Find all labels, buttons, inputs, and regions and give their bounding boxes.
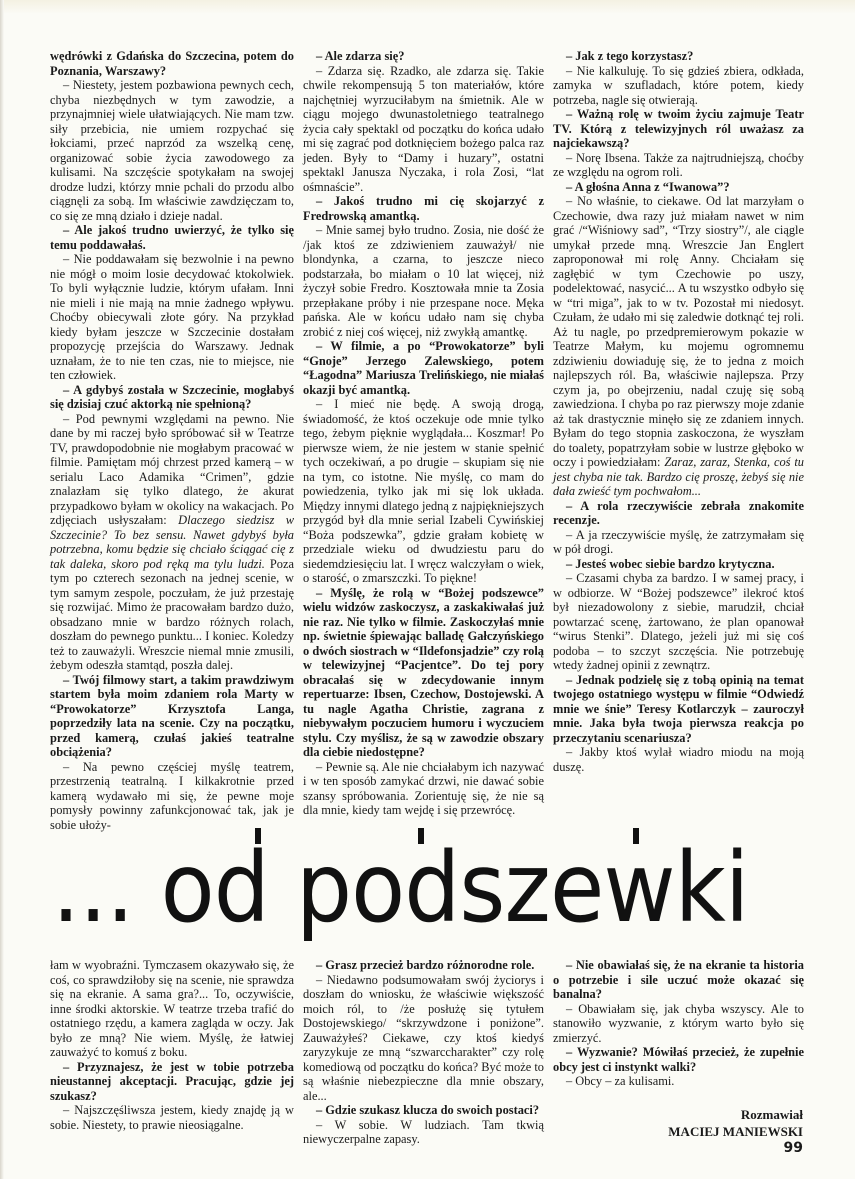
paragraph-text: – Jak z tego korzystasz? (566, 49, 694, 63)
column-1-lower (50, 958, 294, 1132)
paragraph-text: – Ale jakoś trudno uwierzyć, że tylko się temu poddawałaś. (50, 223, 294, 252)
paragraph-text: – Ale zdarza się? (316, 49, 405, 63)
paragraph-text: – Wyzwanie? Mówiłaś przecież, że zupełnie obcy jest ci instynkt walki? (553, 1045, 804, 1074)
interview-question (553, 673, 804, 746)
paragraph-text: – Jesteś wobec siebie bardzo krytyczna. (566, 556, 775, 571)
paragraph-text: – Nie obawiałaś się, że na ekranie ta historia o potrzebie i sile uczuć może okazać się banalna? (553, 958, 804, 1001)
interview-answer (553, 571, 804, 673)
interview-question (303, 194, 544, 223)
paragraph-text: – Jednak podzielę się z tobą opinią na temat twojego ostatniego występu w filmie “Odwiedź mnie we śnie” Teresy Kotlarczyk – zauroczył mnie. Jaka była twoja pierwsza reakcja po przeczytaniu scenariusza? (553, 672, 804, 745)
paragraph-text: – A gdybyś została w Szczecinie, mogłabyś się dzisiaj czuć aktorką nie spełnioną? (50, 382, 294, 411)
interview-question (50, 383, 294, 412)
paragraph-text: – Niestety, jestem pozbawiona pewnych cech, chyba niezbędnych w tym zawodzie, a przynajmniej wiele ułatwiających. Nie mam tzw. siły przebicia, nie umiem rozpychać się łokciami, przeć naprzód za wszelką cenę, organizować sobie życia zawodowego za kulisami. Na szczęście spotykałam na swojej drodze ludzi, którzy mnie pchali do przodu albo ciągnęli za sobą. Im właściwie zawdzięczam to, co się ze mną działo i dzieje nadal. (50, 78, 294, 223)
column-1-upper (50, 49, 294, 832)
interview-answer (50, 958, 294, 1060)
paragraph-text: – Nie poddawałam się bezwolnie i na pewno nie mógł o moim losie decydować ktokolwiek. To byli wyłącznie ludzie, którym ufałam. Inni nie mieli i nie mają na mnie żadnego wpływu. Choćby obiecywali złote góry. Na przykład kiedy byłam jeszcze w Szczecinie dostałam propozycję przejścia do Warszawy. Jednak uznałam, że to nie ten czas, nie to miejsce, nie ten człowiek. (50, 252, 294, 382)
interview-answer (303, 973, 544, 1104)
interview-answer (553, 745, 804, 774)
interview-answer (303, 64, 544, 195)
interview-question (553, 1045, 804, 1074)
interview-answer (50, 1103, 294, 1132)
paragraph-text: – Obawiałam się, jak chyba wszyscy. Ale to stanowiło wyzwanie, z którym warto było się zmierzyć. (553, 1001, 804, 1045)
paragraph-text: – Nie kalkuluję. To się gdzieś zbiera, odkłada, zamyka w szufladach, które potem, kiedy potrzeba, nagle się otwierają. (553, 63, 804, 107)
interview-answer (553, 151, 804, 180)
page-number: 99 (783, 1140, 803, 1156)
paragraph-text: – W filmie, a po “Prowokatorze” byli “Gnoje” Jerzego Zalewskiego, potem “Łagodna” Mariusza Trelińskiego, nie miałaś okazji być amantką. (303, 339, 544, 397)
interview-answer (50, 760, 294, 833)
paragraph-text: – A głośna Anna z “Iwanowa”? (566, 179, 730, 194)
paragraph-text: – Gdzie szukasz klucza do swoich postaci? (316, 1103, 540, 1117)
interview-question (303, 958, 544, 973)
column-2-upper (303, 49, 544, 818)
interview-question (553, 49, 804, 64)
paragraph-text: – Obcy – za kulisami. (566, 1074, 675, 1088)
paragraph-text: – Jakoś trudno mi cię skojarzyć z Fredrowską amantką. (303, 194, 544, 223)
paragraph-text: – Najszczęśliwsza jestem, kiedy znajdę ją w sobie. Niestety, to prawie nieosiągalne. (50, 1103, 294, 1132)
paragraph-text: – Norę Ibsena. Także za najtrudniejszą, choćby ze względu na ogrom roli. (553, 150, 804, 179)
quoted-speech: Dlaczego siedzisz w Szczecinie? To bez sensu. Nawet gdybyś była potrzebna, komu będzie się chciało ściągać cię z tak daleka, skoro pod ręką ma tylu ludzi. (50, 513, 294, 571)
interview-answer (553, 1002, 804, 1046)
paragraph-text: – Jakby ktoś wylał wiadro miodu na moją duszę. (553, 745, 804, 774)
page-top-edge (0, 0, 855, 14)
paragraph-text: wędrówki z Gdańska do Szczecina, potem do Poznania, Warszawy? (50, 49, 294, 78)
column-3-lower (553, 958, 804, 1089)
paragraph-text: – A ja rzeczywiście myślę, że zatrzymałam się w pół drogi. (553, 527, 804, 556)
interview-answer (553, 1074, 804, 1089)
paragraph-text: – Przyznajesz, że jest w tobie potrzeba nieustannej akceptacji. Pracując, gdzie jej szukasz? (50, 1059, 294, 1103)
interview-question (553, 499, 804, 528)
interview-answer (303, 397, 544, 586)
paragraph-text: – Mnie samej było trudno. Zosia, nie dość że /jak ktoś ze zdziwieniem zauważył/ nie blondynka, a czarna, to jeszcze nieco podstarzała, bo miałam o 10 lat więcej, niż życzył sobie Fredro. Kosztowała mnie ta Zosia przepłakane próby i nie przespane noce. Męka pańska. Ale w końcu udało nam się chyba zrobić z niej coś więcej, niż zwykłą amantkę. (303, 223, 544, 339)
interview-answer (303, 223, 544, 339)
interview-question (303, 49, 544, 64)
paragraph-text: – Na pewno częściej myślę teatrem, przestrzenią teatralną. I kilkakrotnie przed kamerą wydawało mi się, że pewne moje pomysły powinny zafunkcjonować tak, jak je sobie ułoży- (50, 759, 294, 832)
paragraph-text: – Niedawno podsumowałam swój życiorys i doszłam do wniosku, że właściwie większość moich ról, to /że posłużę się tytułem Dostojewskiego/ “skrzywdzone i poniżone”. Zauważyłeś? Ciekawe, czy ktoś kiedyś zaryzykuje ze mną “szwarccharakter” czy rolę komediową od początku do końca? Być może to są właśnie niebezpieczne dla mnie obszary, ale... (303, 972, 544, 1103)
paragraph-text: łam w wyobraźni. Tymczasem okazywało się, że coś, co sprawdziłoby się na scenie, nie sprawdza się na ekranie. A sama gra?... To, oczywiście, inne środki aktorskie. W teatrze trzeba trafić do ostatniego rzędu, a kamera zagląda w oczy. Jak było ze mną? Nie wiem. Myślę, że łatwiej zauważyć to komuś z boku. (50, 958, 294, 1059)
interview-question (553, 180, 804, 195)
interview-question (553, 958, 804, 1002)
interview-question (303, 339, 544, 397)
interview-question (50, 673, 294, 760)
paragraph-text: – I mieć nie będę. A swoją drogą, świadomość, że ktoś oczekuje ode mnie tylko tego, żebym pięknie wyglądała... Koszmar! Po pierwsze wiem, że nie jestem w stanie spełnić tych oczekiwań, a po drugie – skupiam się nie na tym, co istotne. Nie myślę, co mam do powiedzenia, tylko jak mi się lok układa. Między innymi dlatego jedną z najpiękniejszych przygód był dla mnie serial Izabeli Cywińskiej “Boża podszewka”, gdzie grałam kobietę w przedziale wieku od dwudziestu paru do siedemdziesięciu lat. I wręcz walczyłam o wiek, o starość, o zmarszczki. To piękne! (303, 397, 544, 585)
credit-author: MACIEJ MANIEWSKI (668, 1124, 803, 1139)
interview-answer (303, 1118, 544, 1147)
paragraph-text: – Pod pewnymi względami na pewno. Nie dane by mi raczej było spróbować sił w Teatrze TV, prawdopodobnie nie mogłabym pracować w filmie. Pamiętam mój chrzest przed kamerą – w serialu Laco Adamika “Crimen”, gdzie znalazłam się tylko dlatego, że akurat przypadkowo byłam w okolicy na wakacjach. Po zdjęciach usłyszałam: (50, 411, 294, 527)
paragraph-text: – W sobie. W ludziach. Tam tkwią niewyczerpalne zapasy. (303, 1117, 544, 1146)
interview-answer (303, 760, 544, 818)
interviewer-credit (668, 1106, 803, 1140)
interview-answer (50, 412, 294, 673)
interview-question (50, 49, 294, 78)
paragraph-text: – Czasami chyba za bardzo. I w samej pracy, i w odbiorze. W “Bożej podszewce” ilekroć ktoś był niezadowolony z siebie, marudził, chciał powtarzać scenę, żartowano, że plan opanował “wirus Stenki”. Dlatego, jeżeli już mi się coś podoba – to szczyt szczęścia. Nie potrzebuję wtedy żadnej opinii z zewnątrz. (553, 571, 804, 672)
paragraph-text: – No właśnie, to ciekawe. Od lat marzyłam o Czechowie, dwa razy już miałam nawet w nim grać /“Wiśniowy sad”, “Trzy siostry”/, ale ciągle umykał przede mną. Wreszcie Jan Englert zaproponował mi rolę Anny. Chciałam się zagłębić w tym Czechowie po uszy, podelektować, nasycić... A tu wszystko odbyło się w “tri miga”, jak to w tv. Pozostał mi niedosyt. Czułam, że udało mi się zaledwie dotknąć tej roli. Aż tu nagle, po przedpremierowym pokazie w Teatrze Małym, ku mojemu ogromnemu zdziwieniu dowiaduję się, że to jedna z moich najlepszych ról. Ba, właściwie najlepsza. Przy czym ja, po obejrzeniu, nadal czuję się sobą zawiedziona. I chyba po raz pierwszy moje zdanie aż tak drastycznie minęło się ze zdaniem innych. Byłam do tego stopnia zaskoczona, że wyszłam do toalety, popatrzyłam sobie w lustrze głęboko w oczy i powiedziałam: (553, 194, 804, 469)
paragraph-text: – Grasz przecież bardzo różnorodne role. (316, 958, 535, 972)
credit-label: Rozmawiał (740, 1107, 803, 1122)
interview-question (303, 586, 544, 760)
paragraph-text: – Zdarza się. Rzadko, ale zdarza się. Takie chwile rekompensują 5 ton materiałów, które najchętniej wyrzuciłabym na śmietnik. Ale w ciągu mojego dwunastoletniego teatralnego życia cały spektakl od początku do końca udało mi się zagrać pod dotknięciem bożego palca raz jeden. Były to “Damy i huzary”, ostatni spektakl Janusza Nyczaka, i rola Zosi, “lat ośmnaście”. (303, 63, 544, 194)
interview-question (50, 223, 294, 252)
interview-question (553, 557, 804, 572)
paragraph-text: – Ważną rolę w twoim życiu zajmuje Teatr TV. Którą z telewizyjnych ról uważasz za najciekawszą? (553, 107, 804, 150)
paragraph-text: – Twój filmowy start, a takim prawdziwym startem była moim zdaniem rola Marty w “Prowokatorze” Krzysztofa Langa, poprzedziły lata na scenie. Czy na początku, przed kamerą, czułaś jakieś teatralne obciążenia? (50, 672, 294, 759)
quoted-speech: Zaraz, zaraz, Stenka, coś tu jest chyba nie tak. Bardzo cię proszę, żebyś się nie dała zwieść tym pochwałom... (553, 455, 804, 498)
article-headline: ... od podszewki (52, 832, 749, 944)
paragraph-text: – Pewnie są. Ale nie chciałabym ich nazywać i w ten sposób zamykać drzwi, nie dawać sobie szansy spróbowania. Zorientuję się, że nie są dla mnie, kiedy tam wejdę i się przewrócę. (303, 759, 544, 817)
interview-answer (50, 252, 294, 383)
paragraph-text: – A rola rzeczywiście zebrała znakomite recenzje. (553, 498, 804, 527)
interview-answer (553, 194, 804, 499)
interview-answer (553, 64, 804, 108)
interview-question (50, 1060, 294, 1104)
interview-question (553, 107, 804, 151)
page-binding-edge (0, 0, 4, 1179)
interview-question (303, 1103, 544, 1118)
interview-answer (50, 78, 294, 223)
column-3-upper (553, 49, 804, 774)
paragraph-text: – Myślę, że rolą w “Bożej podszewce” wielu widzów zaskoczysz, a zaskakiwałaś już nie raz. Nie tylko w filmie. Zaskoczyłaś mnie np. świetnie śpiewając balladę Gałczyńskiego o dwóch siostrach w “Ildefonsjadzie” czy rolą w telewizyjnej “Pacjentce”. Do tej pory obracałaś się w zdecydowanie innym repertuarze: Ibsen, Czechow, Dostojewski. A tu nagle Agatha Christie, zagrana z niebywałym poczuciem humoru i wyczuciem stylu. Czy myślisz, że są w zawodzie obszary dla ciebie niedostępne? (303, 585, 544, 759)
paragraph-text: Poza tym po czterech sezonach na jednej scenie, w tym samym zespole, poczułam, że już przestaję się rozwijać. Mimo że pracowałam bardzo dużo, obsadzano mnie w bardzo różnych rolach, doszłam do pewnego punktu... I koniec. Koledzy też to zauważyli. Wreszcie niemal mnie zmusili, żebym odeszła stamtąd, poszła dalej. (50, 556, 294, 672)
column-2-lower (303, 958, 544, 1147)
interview-answer (553, 528, 804, 557)
